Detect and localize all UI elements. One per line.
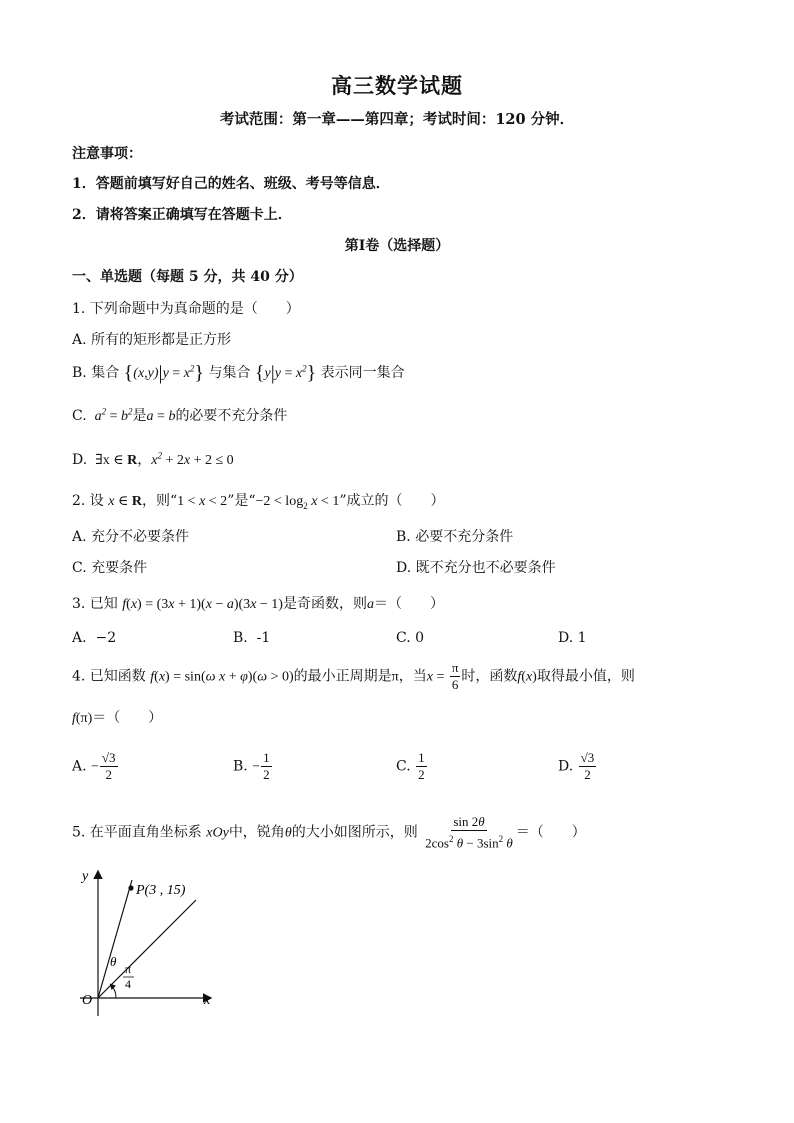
q2-option-a: A. 充分不必要条件 xyxy=(72,529,190,545)
q3-stem: 3. 已知 f(x) = (3x + 1)(x − a)(3x − 1)是奇函数，则a＝（ ） xyxy=(72,596,444,612)
angle-arc xyxy=(111,985,116,998)
q4-option-c: C. $\frac{1}{2}$ xyxy=(396,750,425,782)
y-axis-label: y xyxy=(82,869,89,884)
volume-title: 第Ⅰ卷（选择题） xyxy=(344,238,450,254)
origin-label: O xyxy=(82,993,93,1008)
q3-option-c: C. 0 xyxy=(396,630,425,646)
q3-option-b: B. -1 xyxy=(233,630,271,646)
point-p-label: P(3 , 15) xyxy=(136,883,186,898)
q5-figure xyxy=(70,866,240,1026)
q3-option-d: D. 1 xyxy=(558,630,587,646)
page-title: 高三数学试题 xyxy=(331,73,463,98)
q5-stem: 5. 在平面直角坐标系 xOy中，锐角θ的大小如图所示，则 $\frac{\sin 2\theta}{2\cos^2 \theta - 3\sin^2 \theta}$ ＝（ ） xyxy=(72,814,586,851)
q3-option-a: A. −2 xyxy=(72,630,117,646)
exam-scope: 考试范围：第一章——第四章；考试时间：120 分钟． xyxy=(219,111,575,128)
angle-denominator: 4 xyxy=(125,977,131,991)
q1-stem: 1. 下列命题中为真命题的是（ ） xyxy=(72,301,300,317)
q4-option-d: D. $\frac{√3}{2}$ xyxy=(558,750,595,782)
angle-numerator: π xyxy=(125,962,132,976)
q1-option-d: D. ∃x ∈ R，$x^2 + 2x + 2 \le 0$ xyxy=(72,450,234,468)
q1-option-c: C. $a^2 = b^2$是a = b的必要不充分条件 xyxy=(72,406,288,424)
q4-option-a: A. − $\frac{√3}{2}$ xyxy=(72,750,116,782)
notice-item-2: 2．请将答案正确填写在答题卡上． xyxy=(72,207,292,223)
theta-label: θ xyxy=(110,954,117,969)
part-title: 一、单选题（每题 5 分，共 40 分） xyxy=(72,269,303,285)
q2-option-d: D. 既不充分也不必要条件 xyxy=(396,560,556,576)
q2-stem: 2. 设 x ∈ R，则“1 < x < 2”是“$-2 < \log_2 x < 1$”成立的（ ） xyxy=(72,493,445,511)
q4-option-b: B. − $\frac{1}{2}$ xyxy=(233,750,270,782)
q1-option-b: B. 集合 $\{(x,y)|y = x^2\}$ 与集合 $\{y|y = x^2\}$ 表示同一集合 xyxy=(72,362,405,384)
q4-stem-line1: 4. 已知函数 f(x) = sin(ω x + φ)(ω > 0)的最小正周期是π，当x = $\frac{\pi}{6}$ 时，函数f(x)取得最小值，则 xyxy=(72,660,635,692)
x-axis-label: x xyxy=(204,993,211,1008)
q2-option-c: C. 充要条件 xyxy=(72,560,148,576)
point-p xyxy=(128,885,133,890)
q1-option-a: A. 所有的矩形都是正方形 xyxy=(72,332,232,348)
q4-stem-line2: f(π)＝（ ） xyxy=(72,710,163,726)
q2-option-b: B. 必要不充分条件 xyxy=(396,529,514,545)
notice-heading: 注意事项： xyxy=(72,146,142,162)
notice-item-1: 1．答题前填写好自己的姓名、班级、考号等信息． xyxy=(72,176,390,192)
